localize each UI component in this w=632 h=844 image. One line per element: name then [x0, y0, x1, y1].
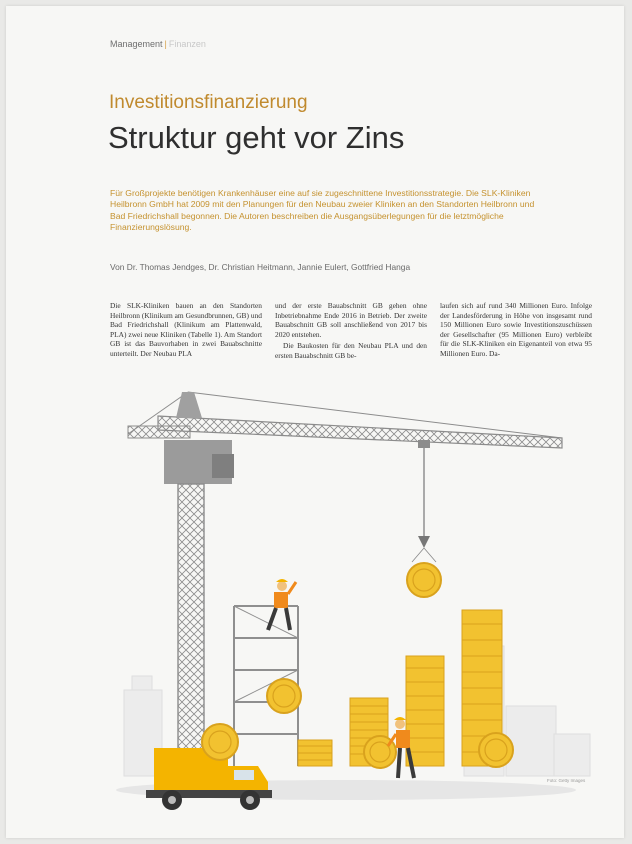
article-title: Struktur geht vor Zins [108, 120, 405, 155]
hanging-coin [407, 563, 441, 597]
subsection-label: Finanzen [168, 39, 206, 49]
truck [146, 724, 272, 810]
coin-stack-tall [406, 656, 444, 766]
article-lead: Für Großprojekte benötigen Krankenhäuser eine auf sie zugeschnittene Investitionsstrategie. Die SLK-Kliniken Heilbronn GmbH hat 2009 mit den Planungen für den Neubau zweier Kliniken an den Standorten Heilbronn und Bad Friedrichshall begonnen. Die Autoren beschreiben die Ausgangsüberlegungen für die letztmögliche Finanzierungslösung. [110, 188, 535, 233]
construction-illustration [6, 6, 624, 838]
section-label: Management [110, 39, 163, 49]
kicker-separator: | [164, 39, 167, 49]
body-paragraph: und der erste Bauabschnitt GB gehen ohne Inbetriebnahme Ende 2016 in Betrieb. Der zweite Bauabschnitt GB soll anschließend von 2017 bis 2020 entstehen. [275, 301, 427, 339]
magazine-page [6, 6, 624, 838]
body-paragraph: Die Baukosten für den Neubau PLA und den ersten Bauabschnitt GB be- [275, 341, 427, 360]
rolling-coin [479, 733, 513, 767]
body-paragraph: Die SLK-Kliniken bauen an den Standorten Heilbronn (Klinikum am Gesundbrunnen, GB) und Bad Friedrichshall (Klinikum am Plattenwald, PLA) zwei neue Kliniken (Tabelle 1). Am Standort GB ist das Bauvorhaben in zwei Bauabschnitte unterteilt. Der Neubau PLA [110, 301, 262, 358]
scaffold-coin [267, 679, 301, 713]
coin-stack-small [298, 740, 332, 766]
article-eyebrow: Investitionsfinanzierung [109, 92, 308, 113]
image-credit: Foto: Getty Images [547, 778, 586, 783]
worker-climbing [268, 579, 296, 630]
body-paragraph: laufen sich auf rund 340 Millionen Euro. Infolge der Landesförderung in Höhe von insgesamt rund 150 Millionen Euro sowie Investitionszuschüssen der Gesellschafter (95 Millionen Euro) verbleibt für die SLK-Kliniken ein Eigenanteil von etwa 95 Millionen Euro. Da- [440, 301, 592, 358]
article-byline: Von Dr. Thomas Jendges, Dr. Christian Heitmann, Jannie Eulert, Gottfried Hanga [110, 262, 411, 272]
